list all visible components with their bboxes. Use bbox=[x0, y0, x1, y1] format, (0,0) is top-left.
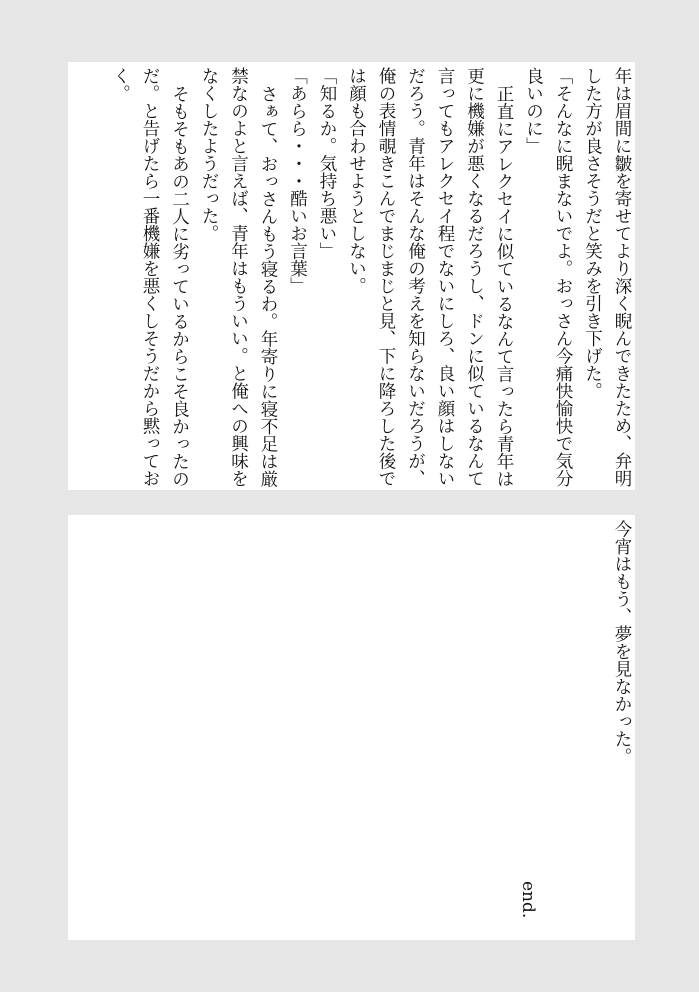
end-mark: end. bbox=[518, 881, 538, 919]
paragraph-dialogue: 「知るか。気持ち悪い」 bbox=[317, 67, 337, 260]
paragraph: 今宵はもう、夢を見なかった。 bbox=[612, 520, 632, 765]
novel-page-2 bbox=[68, 515, 635, 940]
paragraph: そもそもあの二人に劣っているからこそ良かったのだ。と告げたら一番機嫌を悪くしそうだから黙っておく。 bbox=[110, 67, 190, 487]
page-2-text-column bbox=[607, 515, 636, 940]
paragraph-dialogue: 「あらら・・・酷いお言葉」 bbox=[287, 67, 308, 295]
paragraph: 年は眉間に皺を寄せてより深く睨んできたため、弁明した方が良さそうだと笑みを引き下げた。 bbox=[582, 67, 632, 487]
paragraph: 正直にアレクセイに似ているなんて言ったら青年は更に機嫌が悪くなるだろうし、ドンに似ているなんて言ってもアレクセイ程でないにしろ、良い顔はしないだろう。青年はそんな俺の考えを知らないだろうが、俺の表情覗きこんでまじまじと見、下に降ろした後では顔も合わせようとしない。 bbox=[346, 67, 514, 487]
page-1-text-column bbox=[105, 62, 635, 490]
paragraph: さぁて、おっさんもう寝るわ。年寄りに寝不足は厳禁なのよと言えば、青年はもういい。と俺への興味をなくしたようだった。 bbox=[199, 67, 278, 487]
paragraph-dialogue: 「そんなに睨まないでよ。おっさん今痛快愉快で気分良いのに」 bbox=[523, 67, 573, 487]
novel-page-1 bbox=[68, 62, 635, 490]
